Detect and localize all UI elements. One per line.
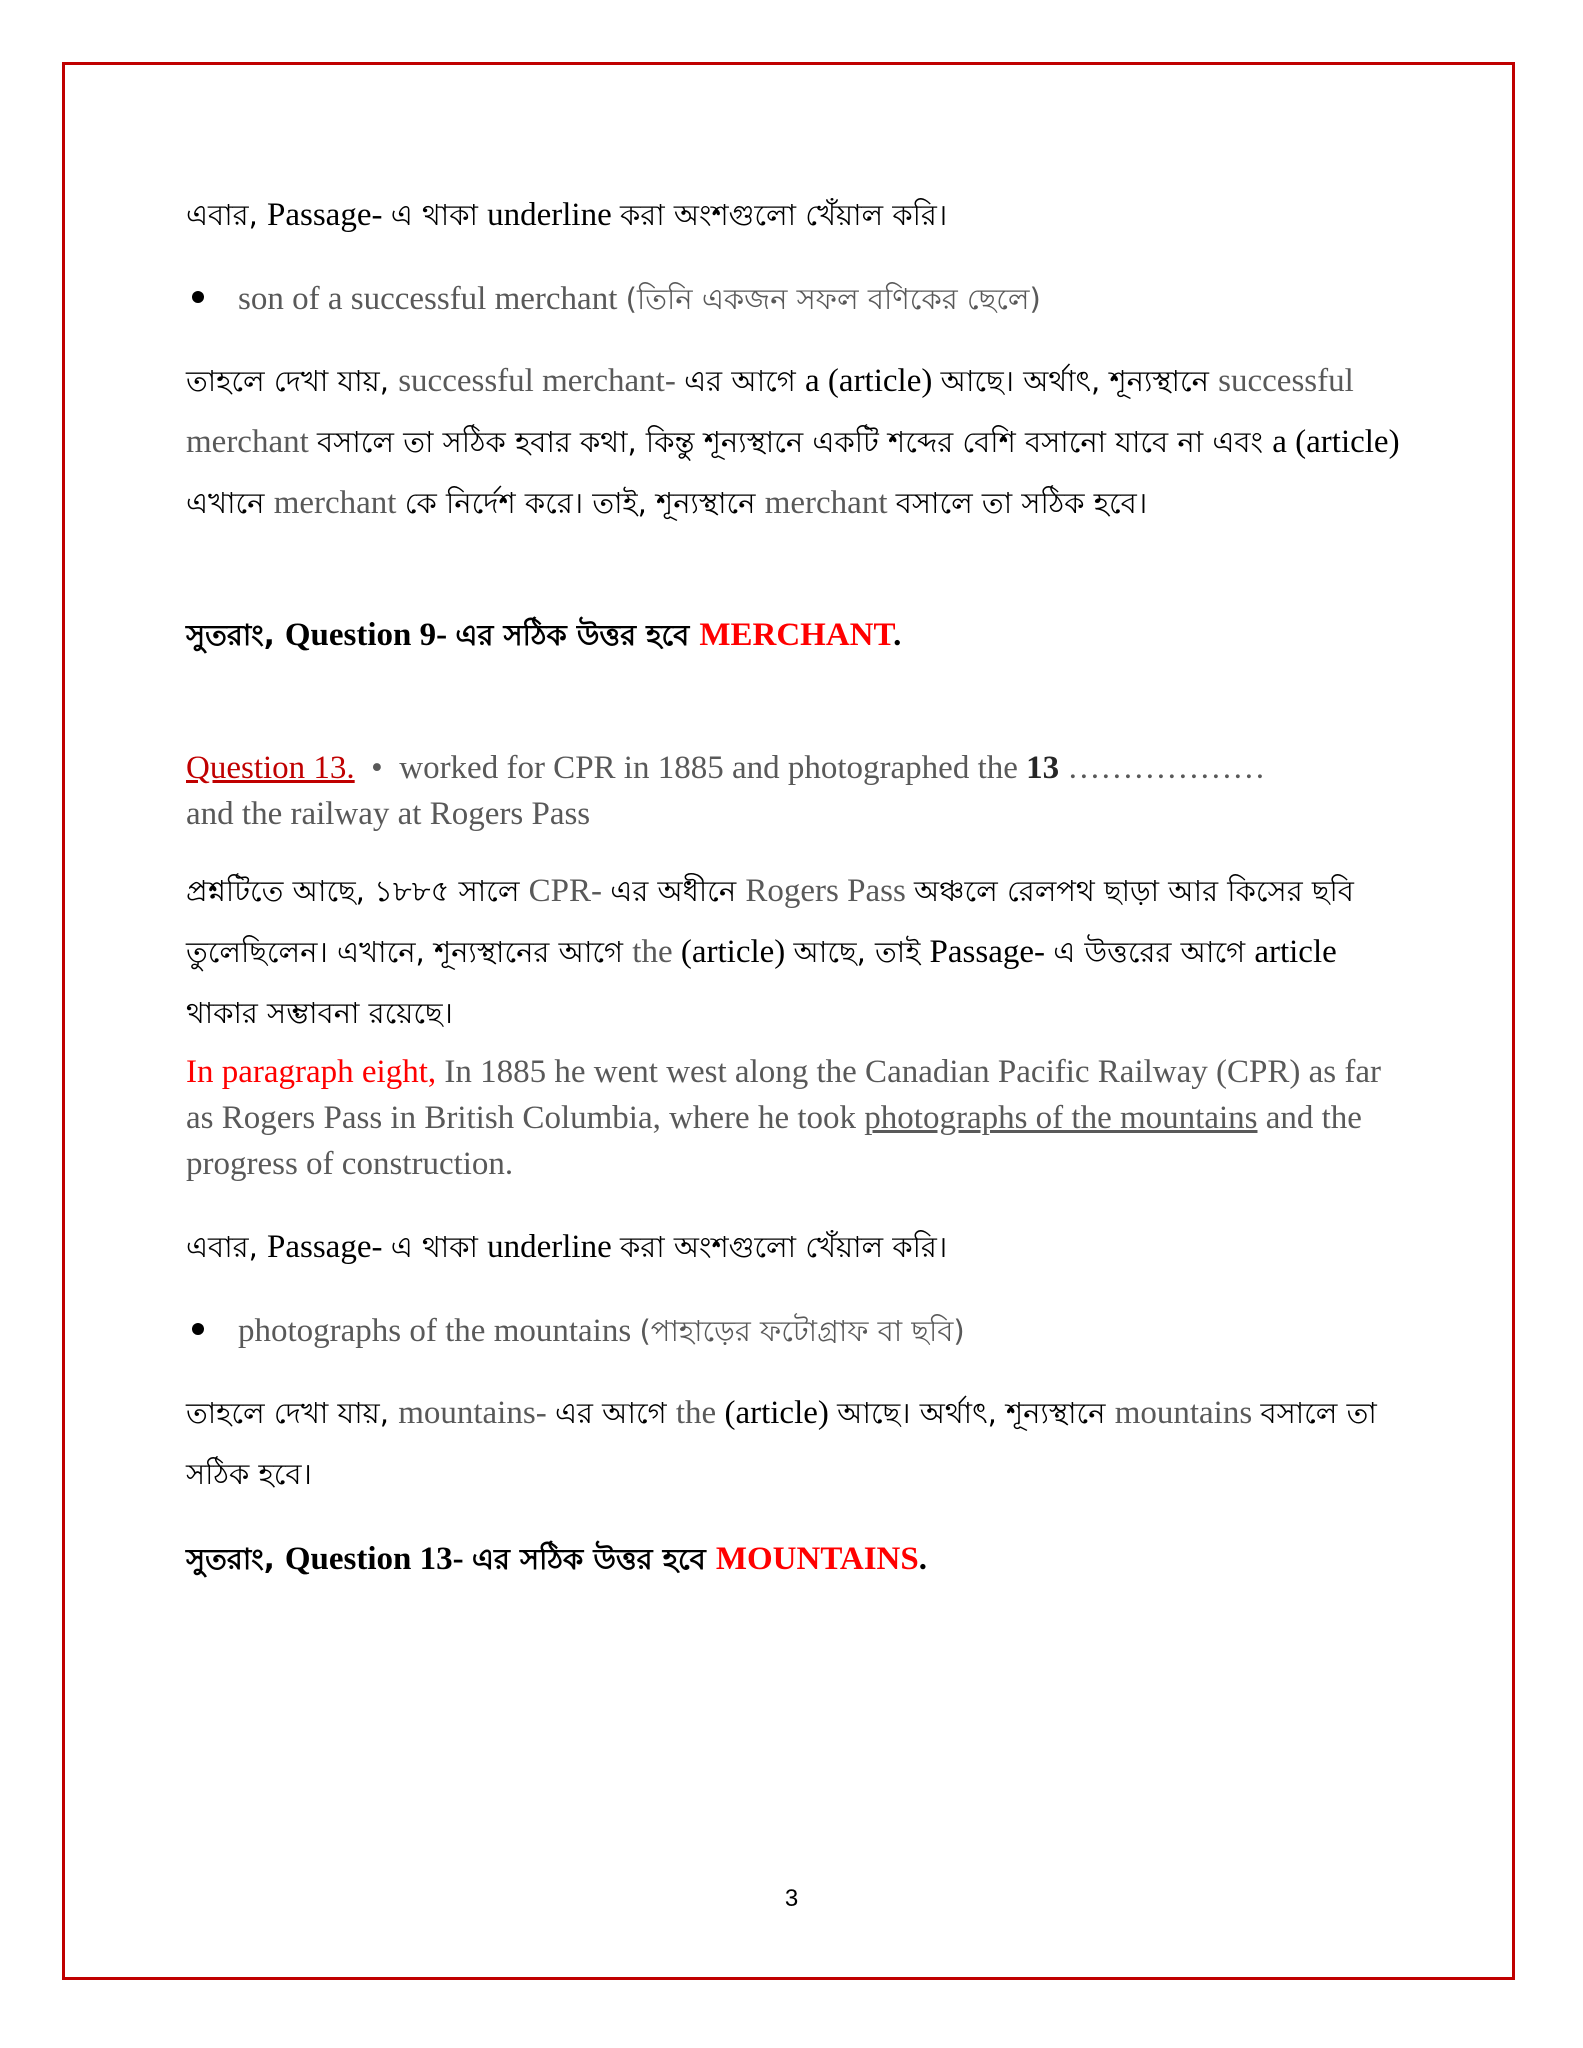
conclusion-question: Question 9- <box>284 617 456 653</box>
intro-text: করা অংশগুলো খেঁয়াল করি। <box>619 1230 948 1264</box>
explain-text: কে নির্দেশ করে। তাই, শূন্যস্থানে <box>404 486 765 520</box>
underline-intro-2 <box>186 1217 1406 1278</box>
passage-text: and the progress of construction. <box>186 1100 1362 1182</box>
explain-text: এর আগে <box>684 364 806 398</box>
bullet-english: photographs of the mountains <box>238 1313 640 1349</box>
analysis-passage: Passage- <box>929 934 1054 970</box>
explanation-1 <box>186 351 1406 534</box>
conclusion-text: সুতরাং, <box>186 618 285 652</box>
passage-underlined: photographs of the mountains <box>864 1100 1258 1136</box>
explain-text: বসালে তা সঠিক হবে। <box>895 486 1148 520</box>
bullet-bangla: (পাহাড়ের ফটোগ্রাফ বা ছবি) <box>639 1314 965 1348</box>
conclusion-period: . <box>918 1541 927 1577</box>
bullet-item-1 <box>186 269 1406 330</box>
conclusion-1 <box>186 605 1406 666</box>
explain-term: successful merchant- <box>398 363 685 399</box>
explain-text: এখানে <box>186 486 274 520</box>
page-number: 3 <box>784 1885 799 1912</box>
intro-text: করা অংশগুলো খেঁয়াল করি। <box>619 198 948 232</box>
answer-merchant: MERCHANT <box>699 617 894 653</box>
question-label: Question 13. <box>186 750 355 786</box>
bullet-bangla: (তিনি একজন সফল বণিকের ছেলে) <box>625 282 1041 316</box>
analysis-text: এ উত্তরের আগে <box>1053 935 1255 969</box>
analysis-term: CPR- <box>528 873 611 909</box>
conclusion-question: Question 13- <box>284 1541 472 1577</box>
passage-label: In paragraph eight, <box>186 1054 445 1090</box>
conclusion-text: এর সঠিক উত্তর হবে <box>455 618 700 652</box>
question-text: and the railway at Rogers Pass <box>186 796 591 832</box>
question-bullet: • <box>371 750 383 786</box>
bullet-icon <box>192 291 204 303</box>
explain-text: তাহলে দেখা যায়, <box>186 1396 399 1430</box>
explain-text: এর আগে <box>554 1396 676 1430</box>
explain-term: the <box>675 1395 725 1431</box>
explanation-2 <box>186 1383 1406 1505</box>
passage-text: In 1885 he went west along the Canadian Pacific Railway (CPR) as far as Rogers Pass in British Columbia, where he took <box>186 1054 1381 1136</box>
analysis-text: থাকার সম্ভাবনা রয়েছে। <box>186 996 453 1030</box>
explain-term: successful merchant <box>186 363 1354 460</box>
question-blank: ……………… <box>1059 750 1266 786</box>
explain-article: a (article) <box>1272 424 1400 460</box>
explain-text: তাহলে দেখা যায়, <box>186 364 399 398</box>
analysis-text: প্রশ্নটিতে আছে, ১৮৮৫ সালে <box>186 874 529 908</box>
passage-excerpt <box>186 1049 1406 1187</box>
intro-passage: Passage- <box>267 1229 391 1265</box>
intro-underline-word: underline <box>487 1229 620 1265</box>
explain-term: mountains <box>1114 1395 1261 1431</box>
answer-mountains: MOUNTAINS <box>715 1541 919 1577</box>
intro-text: এ থাকা <box>390 198 488 232</box>
analysis-article: (article) <box>680 934 794 970</box>
conclusion-period: . <box>893 617 902 653</box>
explain-term: merchant <box>764 485 896 521</box>
question-number: 13 <box>1026 750 1060 786</box>
analysis-article: article <box>1254 934 1337 970</box>
conclusion-text: সুতরাং, <box>186 1542 285 1576</box>
intro-underline-word: underline <box>487 197 620 233</box>
explain-text: বসালে তা সঠিক হবে। <box>186 1396 1377 1491</box>
conclusion-2 <box>186 1529 1406 1590</box>
explain-text: আছে। অর্থাৎ, শূন্যস্থানে <box>837 1396 1115 1430</box>
analysis-term: the <box>632 934 681 970</box>
explain-article: (article) <box>724 1395 838 1431</box>
question-13 <box>186 745 1406 837</box>
analysis-term: Rogers Pass <box>745 873 915 909</box>
underline-intro-1 <box>186 185 1406 246</box>
intro-text: এবার, <box>186 198 267 232</box>
analysis-text: আছে, তাই <box>793 935 930 969</box>
explain-term: merchant <box>273 485 405 521</box>
analysis-text: এর অধীনে <box>610 874 746 908</box>
analysis-text: অঞ্চলে রেলপথ ছাড়া আর কিসের ছবি তুলেছিলেন। এখানে, শূন্যস্থানের আগে <box>186 874 1354 969</box>
intro-text: এবার, <box>186 1230 267 1264</box>
analysis-13 <box>186 861 1406 1044</box>
bullet-english: son of a successful merchant <box>238 281 626 317</box>
explain-term: mountains- <box>398 1395 555 1431</box>
explain-text: বসালে তা সঠিক হবার কথা, কিন্তু শূন্যস্থানে একটি শব্দের বেশি বসানো যাবে না এবং <box>317 425 1273 459</box>
bullet-item-2 <box>186 1301 1406 1362</box>
bullet-icon <box>192 1323 204 1335</box>
conclusion-text: এর সঠিক উত্তর হবে <box>471 1542 716 1576</box>
intro-passage: Passage- <box>267 197 391 233</box>
explain-article: a (article) <box>805 363 941 399</box>
intro-text: এ থাকা <box>390 1230 488 1264</box>
question-text: worked for CPR in 1885 and photographed the <box>399 750 1027 786</box>
explain-text: আছে। অর্থাৎ, শূন্যস্থানে <box>940 364 1219 398</box>
